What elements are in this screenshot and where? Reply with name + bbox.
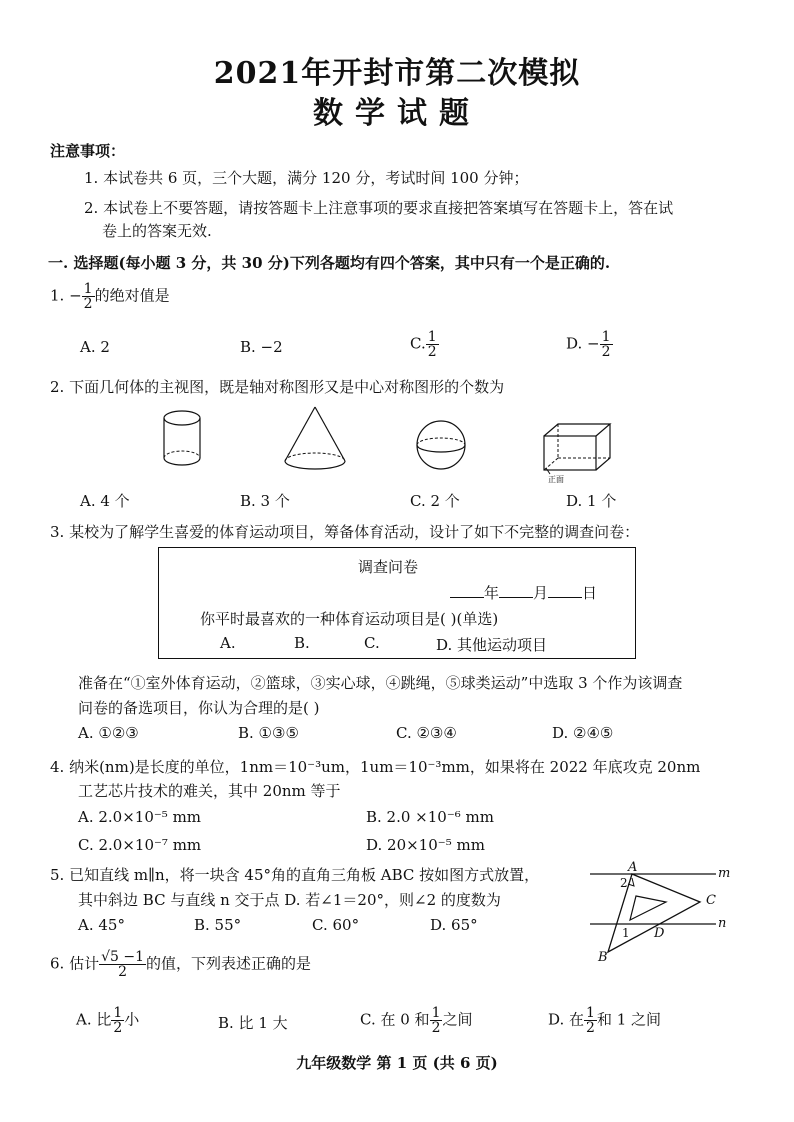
- page-footer: 九年级数学 第 1 页 (共 6 页): [296, 1054, 498, 1072]
- q2-option-d: D. 1 个: [566, 492, 617, 510]
- survey-option-d: D. 其他运动项目: [436, 636, 548, 654]
- fig-label-n: n: [718, 916, 727, 931]
- cylinder-figure: [160, 408, 210, 470]
- q3-body-line-2: 问卷的备选项目，你认为合理的是( ): [78, 699, 320, 717]
- triangle-ruler-figure: [586, 862, 736, 964]
- q1-number: 1.: [50, 286, 65, 305]
- q4-option-c: C. 2.0×10⁻⁷ mm: [78, 836, 202, 854]
- q4-option-d: D. 20×10⁻⁵ mm: [366, 836, 485, 854]
- q3-option-c: C. ②③④: [396, 724, 457, 742]
- notice-item-2-line-2: 卷上的答案无效.: [102, 222, 212, 240]
- survey-option-a: A.: [220, 634, 236, 652]
- q1-minus: −: [69, 286, 82, 305]
- fig-label-a: A: [628, 860, 638, 875]
- q5-option-b: B. 55°: [194, 916, 242, 934]
- q2-option-a: A. 4 个: [80, 492, 130, 510]
- survey-question: 你平时最喜欢的一种体育运动项目是( )(单选): [200, 610, 499, 628]
- fig-label-angle-2: 2: [620, 876, 628, 890]
- question-4-line-1: 4. 纳米(nm)是长度的单位，1nm＝10⁻³um，1um＝10⁻³mm，如果将在 2022 年底攻克 20nm: [50, 758, 701, 776]
- notice-heading: 注意事项：: [50, 142, 126, 160]
- question-3-stem: 3. 某校为了解学生喜爱的体育运动项目，筹备体育活动，设计了如下不完整的调查问卷：: [50, 523, 640, 541]
- q1-fraction: $\frac{1}{2}$: [83, 281, 93, 312]
- q1-tail: 的绝对值是: [94, 286, 170, 305]
- q1-option-d: D. − $\frac{1}{2}$: [566, 329, 611, 360]
- question-6-stem: 6. 估计 $\frac{√5 -1}{2}$ 的值，下列表述正确的是: [50, 949, 312, 980]
- q2-option-c: C. 2 个: [410, 492, 460, 510]
- q4-option-b: B. 2.0 ×10⁻⁶ mm: [366, 808, 494, 826]
- question-2-stem: 2. 下面几何体的主视图，既是轴对称图形又是中心对称图形的个数为: [50, 378, 505, 396]
- q1-option-a: A. 2: [80, 338, 110, 356]
- question-4-line-2: 工艺芯片技术的难关，其中 20nm 等于: [78, 782, 341, 800]
- cone-figure: [280, 405, 350, 475]
- q1-option-c: C. $\frac{1}{2}$: [410, 329, 437, 360]
- q6-option-d: D. 在 $\frac{1}{2}$ 和 1 之间: [548, 1005, 662, 1036]
- q3-option-b: B. ①③⑤: [238, 724, 299, 742]
- q4-option-a: A. 2.0×10⁻⁵ mm: [78, 808, 202, 826]
- exam-title: 2021年开封市第二次模拟: [213, 56, 581, 91]
- q6-option-c: C. 在 0 和 $\frac{1}{2}$ 之间: [360, 1005, 473, 1036]
- q6-option-b: B. 比 1 大: [218, 1014, 288, 1032]
- survey-option-c: C.: [364, 634, 380, 652]
- q3-option-a: A. ①②③: [78, 724, 139, 742]
- notice-item-1: 1. 本试卷共 6 页，三个大题，满分 120 分，考试时间 100 分钟；: [84, 169, 529, 187]
- sphere-figure: [414, 418, 470, 474]
- fig-label-m: m: [718, 866, 731, 881]
- exam-subtitle: 数学试题: [313, 96, 481, 131]
- q2-option-b: B. 3 个: [240, 492, 290, 510]
- question-5-line-2: 其中斜边 BC 与直线 n 交于点 D. 若∠1＝20°，则∠2 的度数为: [78, 891, 501, 909]
- notice-item-2-line-1: 2. 本试卷上不要答题，请按答题卡上注意事项的要求直接把答案填写在答题卡上，答在试: [84, 199, 674, 217]
- section-1-heading: 一. 选择题(每小题 3 分，共 30 分)下列各题均有四个答案，其中只有一个是正确的.: [48, 254, 611, 272]
- q6-option-a: A. 比 $\frac{1}{2}$ 小: [76, 1005, 140, 1036]
- q3-body-line-1: 准备在“①室外体育运动，②篮球，③实心球，④跳绳，⑤球类运动”中选取 3 个作为该调查: [78, 674, 683, 692]
- fig-label-b: B: [598, 950, 608, 965]
- question-1-stem: [50, 282, 170, 311]
- cuboid-front-label: 正面: [548, 475, 564, 484]
- survey-option-b: B.: [294, 634, 310, 652]
- q5-option-c: C. 60°: [312, 916, 360, 934]
- q1-option-b: B. −2: [240, 338, 283, 356]
- q5-option-a: A. 45°: [78, 916, 125, 934]
- q3-option-d: D. ②④⑤: [552, 724, 614, 742]
- fig-label-d: D: [654, 926, 665, 941]
- survey-title: 调查问卷: [358, 558, 419, 576]
- q5-option-d: D. 65°: [430, 916, 478, 934]
- fig-label-c: C: [706, 893, 716, 908]
- survey-date: 年 月 日: [450, 582, 597, 603]
- question-5-line-1: 5. 已知直线 m∥n，将一块含 45°角的直角三角板 ABC 按如图方式放置，: [50, 866, 540, 884]
- fig-label-angle-1: 1: [622, 926, 630, 940]
